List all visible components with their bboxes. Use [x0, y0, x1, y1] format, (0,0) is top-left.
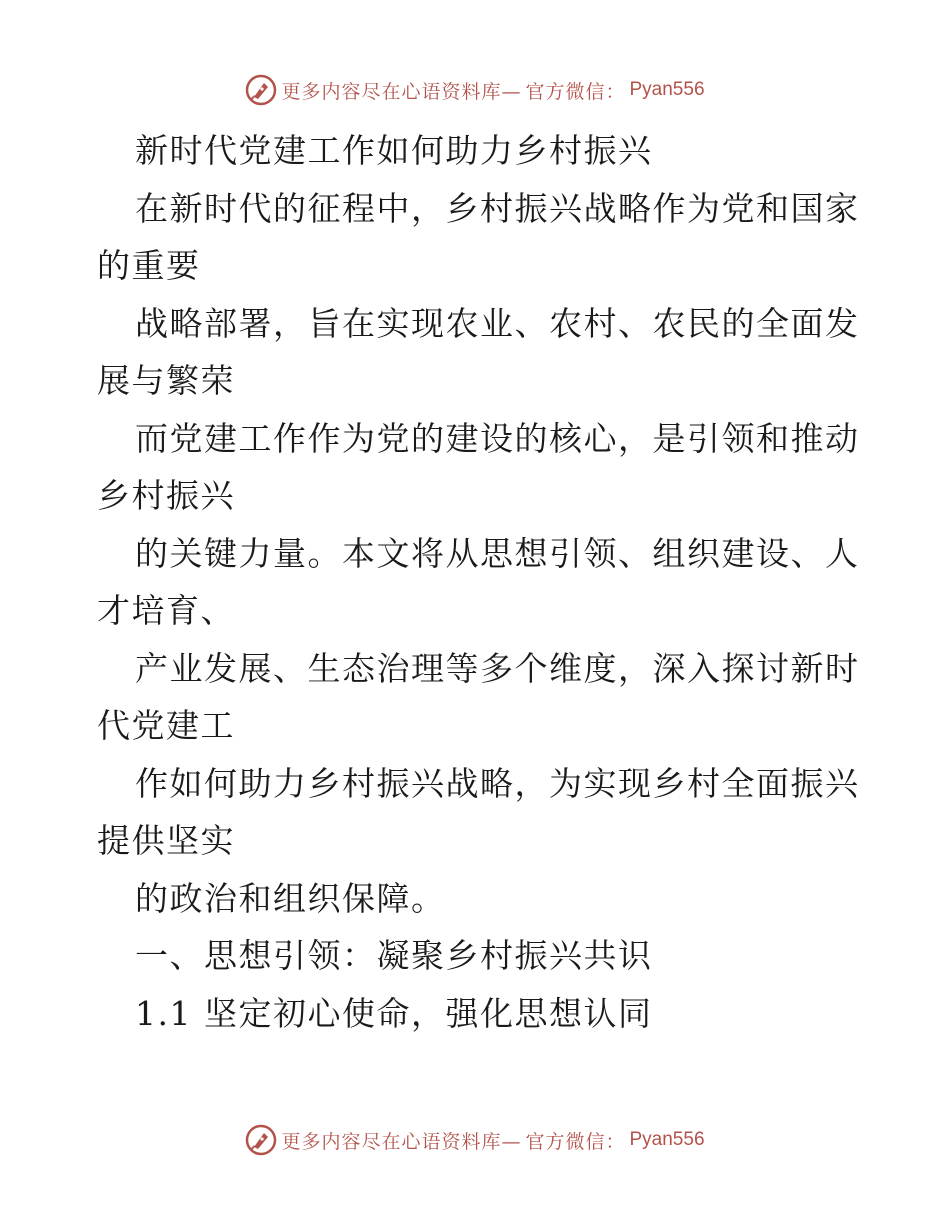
- text-line: 新时代党建工作如何助力乡村振兴: [135, 131, 653, 170]
- document-body: [97, 122, 860, 1042]
- footer-banner: [0, 1120, 950, 1160]
- text-line: 才培育、: [97, 591, 235, 630]
- text-line: 一、思想引领：凝聚乡村振兴共识: [135, 936, 653, 975]
- text-line: 战略部署，旨在实现农业、农村、农民的全面发: [135, 303, 860, 343]
- text-line: 代党建工: [97, 706, 235, 745]
- text-line: 的政治和组织保障。: [135, 878, 446, 918]
- banner-wechat-id: Pyan556: [629, 79, 705, 100]
- pen-nib-icon: [245, 1124, 277, 1156]
- banner-text: 更多内容尽在心语资料库—: [281, 1130, 522, 1153]
- text-line: 1.1 坚定初心使命，强化思想认同: [135, 993, 653, 1033]
- text-line: 的重要: [97, 246, 201, 285]
- text-line: 作如何助力乡村振兴战略，为实现乡村全面振兴: [135, 763, 860, 803]
- pen-nib-icon: [245, 74, 277, 106]
- banner-text: 更多内容尽在心语资料库—: [281, 80, 522, 103]
- text-line: 而党建工作作为党的建设的核心，是引领和推动: [135, 418, 860, 458]
- banner-wechat-label: 官方微信：: [525, 80, 626, 103]
- text-line: 展与繁荣: [97, 361, 235, 400]
- text-line: 提供坚实: [97, 821, 235, 860]
- text-line: 产业发展、生态治理等多个维度，深入探讨新时: [135, 648, 860, 688]
- header-banner: [0, 70, 950, 110]
- text-line: 在新时代的征程中，乡村振兴战略作为党和国家: [135, 188, 860, 228]
- banner-wechat-label: 官方微信：: [525, 1130, 626, 1153]
- text-line: 的关键力量。本文将从思想引领、组织建设、人: [135, 533, 860, 573]
- banner-wechat-id: Pyan556: [629, 1129, 705, 1150]
- text-line: 乡村振兴: [97, 476, 235, 515]
